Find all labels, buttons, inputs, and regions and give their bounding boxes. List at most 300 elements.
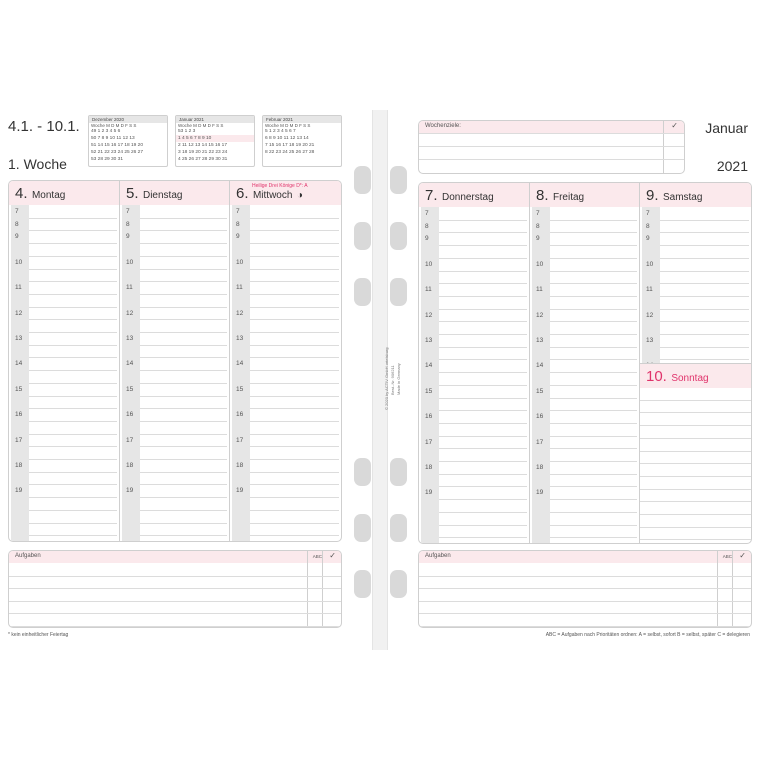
mini-calendar-december [88, 115, 168, 167]
line [140, 535, 227, 536]
line [250, 446, 339, 447]
hour-label: 15 [126, 385, 134, 393]
mini-calendar-row: 50 7 8 9 10 11 12 13 [91, 136, 135, 141]
line [660, 309, 749, 310]
abc-column [717, 551, 733, 627]
line [250, 484, 339, 485]
line [250, 243, 339, 244]
hour-label: 8 [425, 222, 429, 230]
line [250, 510, 339, 511]
hour-label: 13 [126, 335, 134, 342]
hour-label: 16 [15, 411, 23, 419]
line [439, 423, 527, 424]
hour-label: 10 [236, 258, 244, 266]
line [640, 412, 751, 413]
hour-label: 14 [126, 360, 134, 368]
month-label: Januar [705, 120, 748, 136]
mini-calendar-row: 3 18 19 20 21 22 23 24 [178, 150, 228, 155]
line [250, 281, 339, 282]
ring-hole-right [390, 458, 407, 486]
hour-label: 10 [536, 260, 544, 268]
ring-hole-left [354, 570, 371, 598]
line [550, 258, 637, 259]
week-label: 1. Woche [8, 156, 67, 172]
line [29, 370, 117, 371]
line [660, 347, 749, 348]
hour-label: 13 [425, 337, 433, 344]
line [660, 232, 749, 233]
mini-calendar-row: 52 21 22 23 24 25 26 27 [91, 150, 144, 155]
task-line [9, 576, 341, 577]
line [250, 230, 339, 231]
line [439, 321, 527, 322]
checkmark-icon: ✓ [671, 121, 678, 130]
line [140, 345, 227, 346]
line [250, 256, 339, 257]
ring-hole-left [354, 514, 371, 542]
hour-label: 13 [536, 337, 544, 344]
line [439, 283, 527, 284]
line [439, 410, 527, 411]
day-number: 7. [425, 187, 438, 204]
mini-calendar-row: 53 1 2 3 [178, 129, 196, 134]
line [250, 459, 339, 460]
abc-label: ABC [312, 554, 322, 559]
hour-label: 8 [15, 220, 19, 228]
day-number: 5. [126, 185, 139, 202]
spine-made-in: Made in Germany [396, 363, 401, 395]
day-header-thursday [419, 183, 530, 207]
tasks-header [9, 551, 341, 563]
abc-label: ABC [722, 554, 732, 559]
day-header-friday [530, 183, 640, 207]
hour-label: 12 [646, 311, 654, 319]
day-number: 4. [15, 185, 28, 202]
hour-label: 13 [236, 335, 244, 342]
line [29, 459, 117, 460]
line [640, 451, 751, 452]
hour-label: 10 [425, 260, 433, 268]
line [640, 539, 751, 540]
tasks-label: Aufgaben [15, 553, 41, 559]
line [439, 372, 527, 373]
line [550, 372, 637, 373]
line [640, 514, 751, 515]
line [29, 345, 117, 346]
footnote-holiday: * kein einheitlicher Feiertag [8, 632, 69, 638]
line [439, 271, 527, 272]
task-line [419, 613, 751, 614]
line [660, 296, 749, 297]
line [250, 319, 339, 320]
hour-label: 12 [236, 309, 244, 317]
line [29, 294, 117, 295]
line [550, 410, 637, 411]
line [140, 370, 227, 371]
hour-label: 11 [236, 284, 243, 292]
line [439, 359, 527, 360]
line [29, 230, 117, 231]
line [250, 421, 339, 422]
hour-label: 13 [646, 337, 654, 344]
line [250, 472, 339, 473]
hour-label: 9 [646, 235, 650, 243]
line [250, 497, 339, 498]
line [29, 510, 117, 511]
line [29, 307, 117, 308]
day-name: Mittwoch [252, 190, 293, 201]
hour-label: 14 [536, 362, 544, 370]
hour-label: 7 [425, 210, 429, 217]
line [140, 294, 227, 295]
line [29, 396, 117, 397]
tasks-header [419, 551, 751, 563]
mini-calendar-row: 53 28 29 30 31 [91, 157, 124, 162]
line [550, 334, 637, 335]
hour-label: 12 [126, 309, 134, 317]
line [439, 461, 527, 462]
hour-label: 7 [126, 208, 130, 215]
line [140, 396, 227, 397]
line [439, 398, 527, 399]
line [140, 446, 227, 447]
hour-label: 8 [536, 222, 540, 230]
checkmark-icon: ✓ [329, 551, 336, 560]
line [29, 319, 117, 320]
ring-hole-right [390, 570, 407, 598]
hour-label: 15 [236, 385, 244, 393]
mini-calendar-row: 51 14 15 16 17 18 19 20 [91, 143, 144, 148]
hour-label: 19 [126, 487, 134, 495]
line [640, 438, 751, 439]
hour-label: 8 [236, 220, 240, 228]
line [29, 535, 117, 536]
hour-label: 18 [15, 462, 23, 469]
ring-hole-right [390, 278, 407, 306]
line [140, 434, 227, 435]
line [439, 512, 527, 513]
day-number: 10. [646, 368, 667, 385]
line [439, 232, 527, 233]
date-range: 4.1. - 10.1. [8, 118, 80, 135]
line [550, 347, 637, 348]
line [550, 499, 637, 500]
column-divider [119, 181, 120, 541]
day-header-tuesday [120, 181, 230, 205]
hour-label: 17 [126, 436, 134, 444]
line [140, 269, 227, 270]
mini-calendar-row: 6 8 9 10 11 12 13 14 [265, 136, 309, 141]
hour-label: 19 [536, 489, 544, 497]
day-name: Dienstag [142, 190, 183, 201]
line [140, 218, 227, 219]
line [140, 307, 227, 308]
hour-label: 10 [126, 258, 134, 266]
holiday-label: Heilige Drei Könige D*: A [252, 183, 308, 189]
hour-label: 16 [536, 413, 544, 421]
line [660, 220, 749, 221]
line [550, 448, 637, 449]
checkmark-icon: ✓ [739, 551, 746, 560]
line [250, 408, 339, 409]
hour-label: 17 [425, 438, 433, 446]
day-name: Sonntag [671, 373, 709, 384]
ring-hole-left [354, 166, 371, 194]
line [550, 461, 637, 462]
hour-label: 18 [536, 464, 544, 471]
line [550, 423, 637, 424]
day-name: Montag [31, 190, 66, 201]
line [29, 523, 117, 524]
line [250, 332, 339, 333]
ring-hole-right [390, 514, 407, 542]
line [250, 383, 339, 384]
tasks-box-right[interactable] [418, 550, 752, 628]
hour-label: 18 [425, 464, 433, 471]
line [250, 218, 339, 219]
line [550, 232, 637, 233]
mini-calendar-row: 7 15 16 17 18 19 20 21 [265, 143, 315, 148]
hour-label: 19 [236, 487, 244, 495]
day-number: 9. [646, 187, 659, 204]
line [439, 525, 527, 526]
line [250, 535, 339, 536]
ring-hole-left [354, 222, 371, 250]
hour-label: 19 [15, 487, 23, 495]
day-header-sunday [640, 363, 751, 388]
line [140, 497, 227, 498]
line [29, 332, 117, 333]
line [29, 269, 117, 270]
task-line [419, 626, 751, 627]
line [29, 281, 117, 282]
hour-label: 15 [15, 385, 23, 393]
day-name: Freitag [552, 192, 585, 203]
line [439, 499, 527, 500]
hour-label: 14 [15, 360, 23, 368]
line [439, 309, 527, 310]
hour-label: 12 [425, 311, 433, 319]
line [140, 230, 227, 231]
line [640, 489, 751, 490]
line [29, 421, 117, 422]
line [660, 258, 749, 259]
line [439, 436, 527, 437]
mini-calendar-title: Februar 2021 [263, 116, 341, 123]
line [439, 245, 527, 246]
hour-label: 11 [15, 284, 22, 292]
mini-calendar-row-current: 1 4 5 6 7 8 9 10 [176, 135, 254, 142]
line [250, 269, 339, 270]
line [250, 307, 339, 308]
line [550, 474, 637, 475]
column-divider [229, 181, 230, 541]
hour-label: 9 [236, 233, 240, 241]
line [439, 448, 527, 449]
column-divider [529, 183, 530, 543]
line [439, 258, 527, 259]
hour-label: 18 [236, 462, 244, 469]
hour-label: 17 [536, 438, 544, 446]
line [140, 243, 227, 244]
day-header-wednesday [230, 181, 342, 205]
line [640, 476, 751, 477]
hour-label: 16 [425, 413, 433, 421]
line [660, 321, 749, 322]
mini-calendar-january [175, 115, 255, 167]
footnote-priority: ABC = Aufgaben nach Prioritäten ordnen: A = selbst, sofort B = selbst, später C = delegieren [545, 632, 750, 638]
task-line [419, 601, 751, 602]
mini-calendar-head: Woche M D M D F S S [265, 123, 311, 128]
moon-phase-icon: ◑ [296, 190, 303, 201]
hour-label: 11 [425, 286, 432, 294]
goal-line [419, 133, 684, 134]
hour-label: 11 [536, 286, 543, 294]
line [250, 357, 339, 358]
line [550, 385, 637, 386]
line [660, 271, 749, 272]
task-line [9, 626, 341, 627]
line [140, 484, 227, 485]
hour-label: 9 [126, 233, 130, 241]
line [29, 408, 117, 409]
line [550, 271, 637, 272]
mini-calendar-head: Woche M D M D F S S [178, 123, 224, 128]
line [250, 294, 339, 295]
line [140, 319, 227, 320]
line [140, 281, 227, 282]
day-header-saturday [640, 183, 752, 207]
line [550, 537, 637, 538]
line [140, 408, 227, 409]
hour-label: 14 [425, 362, 433, 370]
line [140, 357, 227, 358]
task-line [9, 613, 341, 614]
hour-label: 10 [15, 258, 23, 266]
line [140, 459, 227, 460]
hour-label: 9 [536, 235, 540, 243]
hour-label: 9 [15, 233, 19, 241]
goal-line [419, 159, 684, 160]
line [640, 501, 751, 502]
ring-hole-left [354, 278, 371, 306]
hour-label: 17 [15, 436, 23, 444]
line [660, 334, 749, 335]
mini-calendar-row: 5 1 2 3 4 5 6 7 [265, 129, 296, 134]
task-line [419, 588, 751, 589]
line [29, 434, 117, 435]
task-line [9, 601, 341, 602]
hour-label: 12 [536, 311, 544, 319]
line [29, 383, 117, 384]
hour-label: 9 [425, 235, 429, 243]
line [660, 245, 749, 246]
hour-label: 14 [236, 360, 244, 368]
ring-hole-left [354, 458, 371, 486]
line [140, 332, 227, 333]
mini-calendar-row: 8 22 23 24 25 26 27 28 [265, 150, 315, 155]
line [550, 436, 637, 437]
line [439, 537, 527, 538]
hour-label: 8 [126, 220, 130, 228]
mini-calendar-row: 49 1 2 3 4 5 6 [91, 129, 121, 134]
spine-order-number: Best.-Nr. 906211 [390, 365, 395, 395]
tasks-label: Aufgaben [425, 553, 451, 559]
abc-column [307, 551, 323, 627]
line [29, 357, 117, 358]
line [550, 309, 637, 310]
line [550, 220, 637, 221]
hour-label: 7 [15, 208, 19, 215]
line [29, 472, 117, 473]
mini-calendar-row: 2 11 12 13 14 15 16 17 [178, 143, 227, 148]
line [550, 296, 637, 297]
day-name: Donnerstag [441, 192, 494, 203]
line [640, 527, 751, 528]
line [250, 434, 339, 435]
hour-label: 12 [15, 309, 23, 317]
hour-label: 16 [126, 411, 134, 419]
task-line [9, 588, 341, 589]
ring-hole-right [390, 222, 407, 250]
line [250, 370, 339, 371]
year-label: 2021 [716, 158, 748, 174]
line [439, 385, 527, 386]
weekly-goals-label: Wochenziele: [425, 123, 461, 129]
line [140, 523, 227, 524]
ring-hole-right [390, 166, 407, 194]
line [640, 400, 751, 401]
hour-label: 15 [536, 387, 544, 395]
line [439, 296, 527, 297]
spine-copyright: © 2020 by ACTIV GmbH ortelsburg [384, 347, 389, 410]
line [550, 525, 637, 526]
hour-label: 7 [646, 210, 650, 217]
hour-label: 7 [536, 210, 540, 217]
tasks-box-left[interactable] [8, 550, 342, 628]
line [140, 472, 227, 473]
line [29, 497, 117, 498]
task-line [419, 576, 751, 577]
hour-label: 15 [425, 387, 433, 395]
hour-label: 8 [646, 222, 650, 230]
line [140, 256, 227, 257]
line [660, 283, 749, 284]
line [439, 474, 527, 475]
mini-calendar-title: Januar 2021 [176, 116, 254, 123]
line [29, 484, 117, 485]
hour-label: 7 [236, 208, 240, 215]
weekly-goals-box[interactable] [418, 120, 685, 174]
mini-calendar-row: 4 25 26 27 28 29 30 31 [178, 157, 228, 162]
line [439, 220, 527, 221]
line [140, 421, 227, 422]
line [29, 243, 117, 244]
line [250, 345, 339, 346]
line [550, 512, 637, 513]
line [640, 425, 751, 426]
line [140, 510, 227, 511]
line [29, 446, 117, 447]
right-days-panel [418, 182, 752, 544]
line [660, 359, 749, 360]
hour-label: 17 [236, 436, 244, 444]
day-number: 6. [236, 185, 249, 202]
line [439, 334, 527, 335]
line [550, 486, 637, 487]
line [550, 321, 637, 322]
line [250, 523, 339, 524]
